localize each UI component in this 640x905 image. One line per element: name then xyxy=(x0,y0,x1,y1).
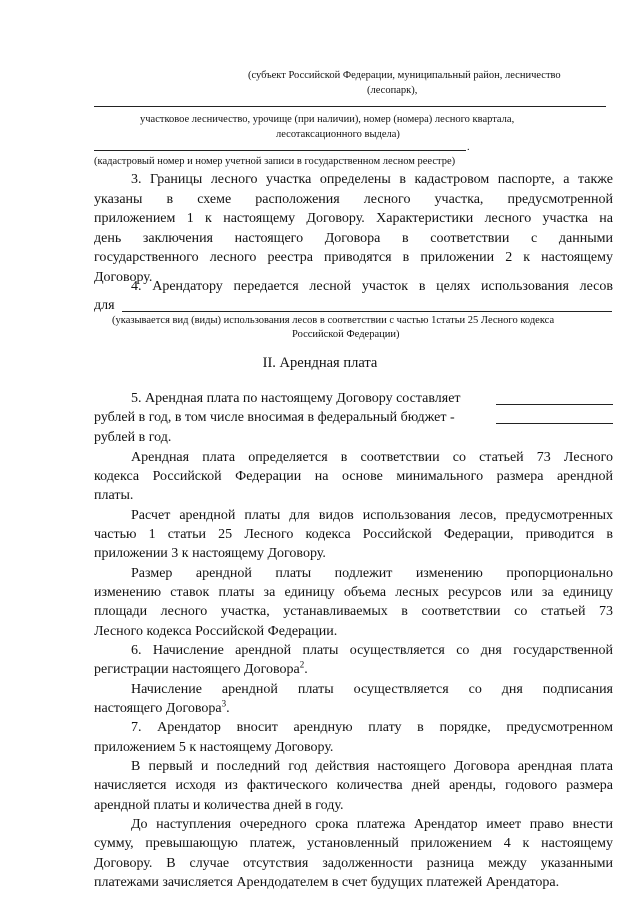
footnote-2-marker: 2 xyxy=(299,659,305,670)
para4-prefix: для xyxy=(94,298,115,313)
rent-calc-line1: Расчет арендной платы для видов использования лесов, предусмотренных xyxy=(131,508,613,523)
subject-note-line2: (лесопарк), xyxy=(367,85,418,96)
rent-basis-line2: кодекса Российской Федерации на основе минимального размера арендной xyxy=(94,469,613,484)
cadastral-dot: . xyxy=(467,142,470,153)
para4-note-line1: (указывается вид (виды) использования лесов в соответствии с частью 1статьи 25 Лесного кодекса xyxy=(112,315,555,326)
rent-change-line2: изменению ставок платы за единицу объема лесных ресурсов или за единицу xyxy=(94,585,613,600)
para3-line2: указаны в схеме расположения лесного участка, предусмотренной xyxy=(94,192,613,207)
para3-line5: государственного лесного реестра приводятся в приложении 2 к настоящему xyxy=(94,250,613,265)
para6b-line2-text: настоящего Договора xyxy=(94,701,222,716)
rent-change-line4: Лесного кодекса Российской Федерации. xyxy=(94,624,338,639)
para3-line1: 3. Границы лесного участка определены в кадастровом паспорте, а также xyxy=(131,172,613,187)
para3-line3: приложением 1 к настоящему Договору. Характеристики лесного участка на xyxy=(94,211,613,226)
rent-basis-line1: Арендная плата определяется в соответствии со статьей 73 Лесного xyxy=(131,450,613,465)
para3-line4: день заключения настоящего Договора в соответствии с данными xyxy=(94,231,613,246)
forestry-note-line1: участковое лесничество, урочище (при наличии), номер (номера) лесного квартала, xyxy=(140,114,515,125)
rent-basis-line3: платы. xyxy=(94,488,134,503)
first-last-year-line3: арендной платы и количества дней в году. xyxy=(94,798,344,813)
para5-line2: рублей в год, в том числе вносимая в федеральный бюджет - xyxy=(94,410,455,425)
rent-change-line3: площади лесного участка, устанавливаемых в соответствии со статьей 73 xyxy=(94,604,613,619)
forestry-note-line2: лесотаксационного выдела) xyxy=(276,129,400,140)
para4-note-line2: Российской Федерации) xyxy=(292,329,400,340)
fill-line-location xyxy=(94,106,606,107)
para6-line2-text: регистрации настоящего Договора xyxy=(94,662,300,677)
prepayment-line4: платежами зачисляется Арендодателем в счет будущих платежей Арендатора. xyxy=(94,875,560,890)
rent-calc-line2: частью 1 статьи 25 Лесного кодекса Российской Федерации, приводится в xyxy=(94,527,613,542)
para7-line2: приложением 5 к настоящему Договору. xyxy=(94,740,334,755)
fill-line-federal-budget xyxy=(496,423,613,424)
section-heading: II. Арендная плата xyxy=(262,355,378,371)
para6-line1: 6. Начисление арендной платы осуществляется со дня государственной xyxy=(131,643,613,658)
para5-line1: 5. Арендная плата по настоящему Договору составляет xyxy=(131,391,461,406)
first-last-year-line2: начисляется исходя из фактического количества дней аренды, годового размера xyxy=(94,778,613,793)
para6-line2 xyxy=(94,660,308,680)
para4-line1: 4. Арендатору передается лесной участок в целях использования лесов xyxy=(131,279,613,294)
first-last-year-line1: В первый и последний год действия настоящего Договора арендная плата xyxy=(131,759,613,774)
prepayment-line3: Договору. В случае отсутствия задолженности разница между указанными xyxy=(94,856,613,871)
para3-line6: Договору. xyxy=(94,270,153,285)
para6b-line2-end: . xyxy=(226,701,230,716)
para6b-line2 xyxy=(94,699,230,719)
footnote-3-marker: 3 xyxy=(221,698,227,709)
para5-line3: рублей в год. xyxy=(94,430,172,445)
fill-line-cadastral xyxy=(94,150,466,151)
para6-line2-end: . xyxy=(304,662,308,677)
fill-line-rent-amount xyxy=(496,404,613,405)
fill-line-forest-use xyxy=(122,311,612,312)
para6b-line1: Начисление арендной платы осуществляется со дня подписания xyxy=(131,682,613,697)
prepayment-line1: До наступления очередного срока платежа Арендатор имеет право внести xyxy=(131,817,613,832)
subject-note-line1: (субъект Российской Федерации, муниципальный район, лесничество xyxy=(248,70,561,81)
prepayment-line2: сумму, превышающую платеж, установленный приложением 4 к настоящему xyxy=(94,836,613,851)
para7-line1: 7. Арендатор вносит арендную плату в порядке, предусмотренном xyxy=(131,720,613,735)
rent-change-line1: Размер арендной платы подлежит изменению пропорционально xyxy=(131,566,613,581)
cadastral-note: (кадастровый номер и номер учетной записи в государственном лесном реестре) xyxy=(94,156,456,167)
rent-calc-line3: приложении 3 к настоящему Договору. xyxy=(94,546,326,561)
